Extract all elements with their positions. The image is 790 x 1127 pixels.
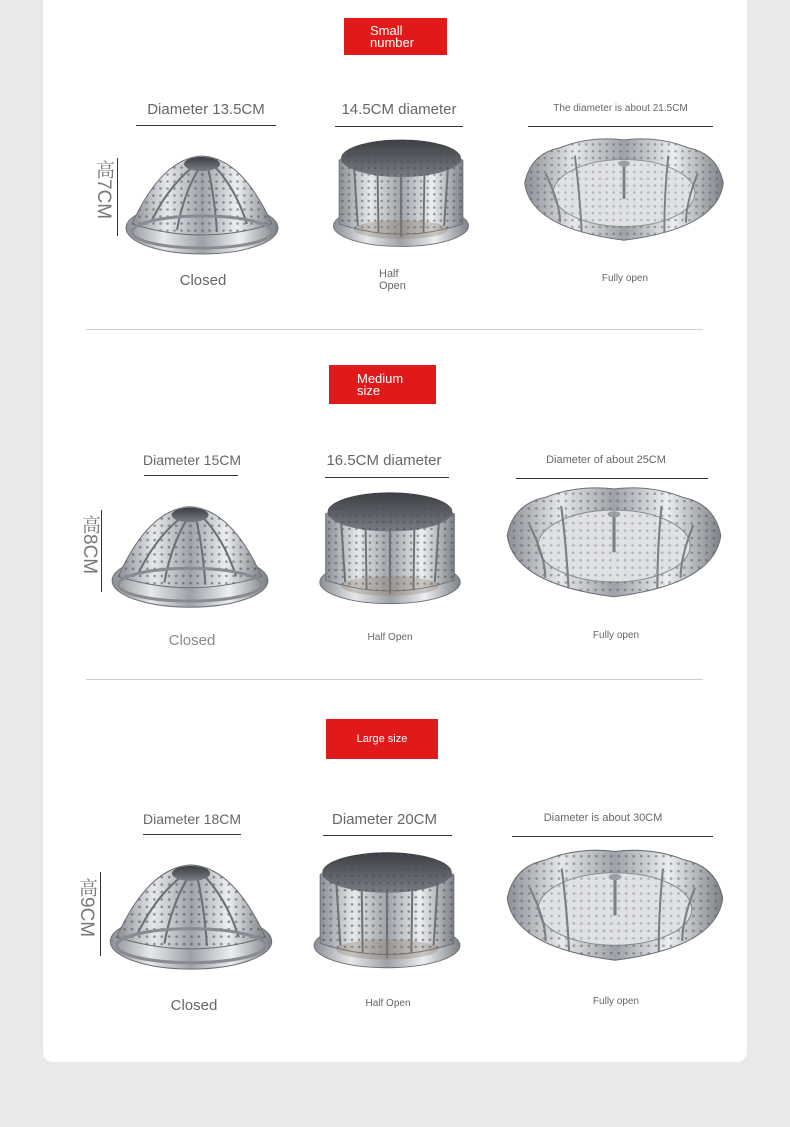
diameter-label-closed: Diameter 15CM (142, 452, 242, 468)
diameter-underline (143, 834, 241, 835)
height-bar (101, 510, 102, 592)
section-large (0, 680, 790, 1062)
diameter-underline (325, 477, 449, 478)
section-medium (0, 330, 790, 680)
half-open-steamer-icon (306, 840, 468, 980)
diameter-label-half: Diameter 20CM (331, 811, 438, 828)
state-label-full: Fully open (592, 630, 640, 641)
diameter-label-half: 16.5CM diameter (326, 452, 442, 469)
state-label-half: Half Open (367, 632, 413, 643)
size-badge: Medium size (329, 365, 436, 404)
state-label-closed: Closed (170, 997, 218, 1014)
closed-steamer-icon (106, 858, 276, 976)
diameter-underline (512, 836, 713, 837)
diameter-label-half: 14.5CM diameter (341, 101, 457, 118)
section-small (0, 0, 790, 330)
diameter-underline (516, 478, 708, 479)
state-label-closed: Closed (168, 632, 216, 649)
height-bar (117, 158, 118, 236)
size-badge: Small number (344, 18, 447, 55)
fully-open-steamer-icon (503, 844, 727, 974)
diameter-underline (323, 835, 452, 836)
diameter-label-full: The diameter is about 21.5CM (553, 103, 688, 114)
half-open-steamer-icon (312, 480, 468, 616)
fully-open-steamer-icon (520, 134, 728, 252)
height-bar (100, 872, 101, 956)
height-label: 高9CM (76, 878, 97, 938)
state-label-closed: Closed (179, 272, 227, 289)
size-badge: Large size (326, 719, 438, 759)
state-label-half: Half Open (379, 268, 406, 292)
diameter-underline (335, 126, 463, 127)
state-label-half: Half Open (365, 998, 411, 1009)
height-label: 高7CM (93, 160, 114, 220)
fully-open-steamer-icon (503, 482, 725, 610)
half-open-steamer-icon (326, 128, 476, 258)
diameter-underline (144, 475, 238, 476)
closed-steamer-icon (108, 500, 272, 614)
diameter-label-full: Diameter is about 30CM (543, 812, 663, 824)
state-label-full: Fully open (592, 996, 640, 1007)
closed-steamer-icon (122, 150, 282, 260)
height-label: 高8CM (79, 515, 100, 575)
diameter-underline (136, 125, 276, 126)
diameter-label-closed: Diameter 18CM (142, 811, 242, 827)
state-label-full: Fully open (601, 273, 649, 284)
diameter-label-closed: Diameter 13.5CM (147, 101, 265, 118)
diameter-underline (528, 126, 713, 127)
diameter-label-full: Diameter of about 25CM (546, 454, 666, 466)
